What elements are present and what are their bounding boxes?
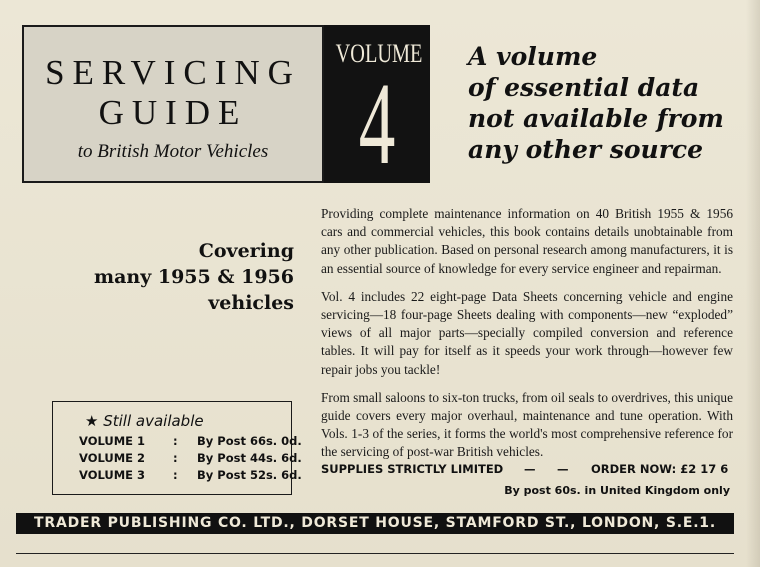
volume-label: VOLUME — [335, 39, 423, 68]
covering-line-1: Covering — [198, 240, 294, 262]
row-volume: VOLUME 2 — [79, 451, 146, 465]
order-line — [321, 462, 731, 480]
publisher-bar: TRADER PUBLISHING CO. LTD., DORSET HOUSE, STAMFORD ST., LONDON, S.E.1. — [16, 513, 734, 534]
title-guide: GUIDE — [98, 93, 248, 132]
still-available-box — [52, 401, 302, 495]
order-dash: — — [524, 462, 536, 476]
covering-callout — [60, 238, 294, 316]
headline-line-3: not available from — [468, 104, 724, 133]
bottom-rule — [16, 553, 734, 554]
covering-line-2: many 1955 & 1956 — [93, 266, 294, 288]
covering-line-3: vehicles — [208, 292, 294, 314]
order-now-text: ORDER NOW: £2 17 6 — [591, 462, 729, 476]
still-available-heading: ★ Still available — [85, 412, 204, 430]
headline-line-4: any other source — [468, 135, 704, 164]
title-subtitle: to British Motor Vehicles — [77, 141, 269, 162]
row-volume: VOLUME 1 — [79, 434, 146, 448]
body-paragraph-3: From small saloons to six-ton trucks, from oil seals to overdrives, this unique guide covers every major overhaul, maintenance and tune operation. With Vols. 1-3 of the series, it forms the world's most comprehensive reference for the servicing of post-war British vehicles. — [321, 389, 733, 460]
headline — [468, 41, 753, 165]
body-copy — [321, 205, 733, 472]
row-price: By Post 66s. 0d. — [197, 434, 302, 448]
title-box — [22, 25, 324, 183]
page-edge-shadow — [746, 0, 760, 567]
by-post-note: By post 60s. in United Kingdom only — [504, 484, 730, 497]
row-colon: : — [173, 451, 178, 465]
row-price: By Post 52s. 6d. — [197, 468, 302, 482]
body-paragraph-2: Vol. 4 includes 22 eight-page Data Sheets concerning vehicle and engine servicing—18 four-page Sheets dealing with components—new “exploded” views of all major parts—specially compiled conversion and reference tables. It will pay for itself as it speeds your work through—however few repair jobs you tackle! — [321, 288, 733, 377]
volume-number: 4 — [358, 58, 396, 189]
order-dash: — — [557, 462, 569, 476]
body-paragraph-1: Providing complete maintenance information on 40 British 1955 & 1956 cars and commercial vehicles, this book contains details unobtainable from any other publication. Based on personal research among manufacturers, it is an essential source of knowledge for every service engineer and repairman. — [321, 206, 733, 276]
headline-line-2: of essential data — [468, 73, 700, 102]
row-volume: VOLUME 3 — [79, 468, 146, 482]
row-price: By Post 44s. 6d. — [197, 451, 302, 465]
supplies-limited-text: SUPPLIES STRICTLY LIMITED — [321, 462, 504, 476]
headline-line-1: A volume — [468, 42, 598, 71]
row-colon: : — [173, 434, 178, 448]
title-servicing: SERVICING — [45, 53, 301, 92]
volume-block — [324, 25, 430, 189]
row-colon: : — [173, 468, 178, 482]
